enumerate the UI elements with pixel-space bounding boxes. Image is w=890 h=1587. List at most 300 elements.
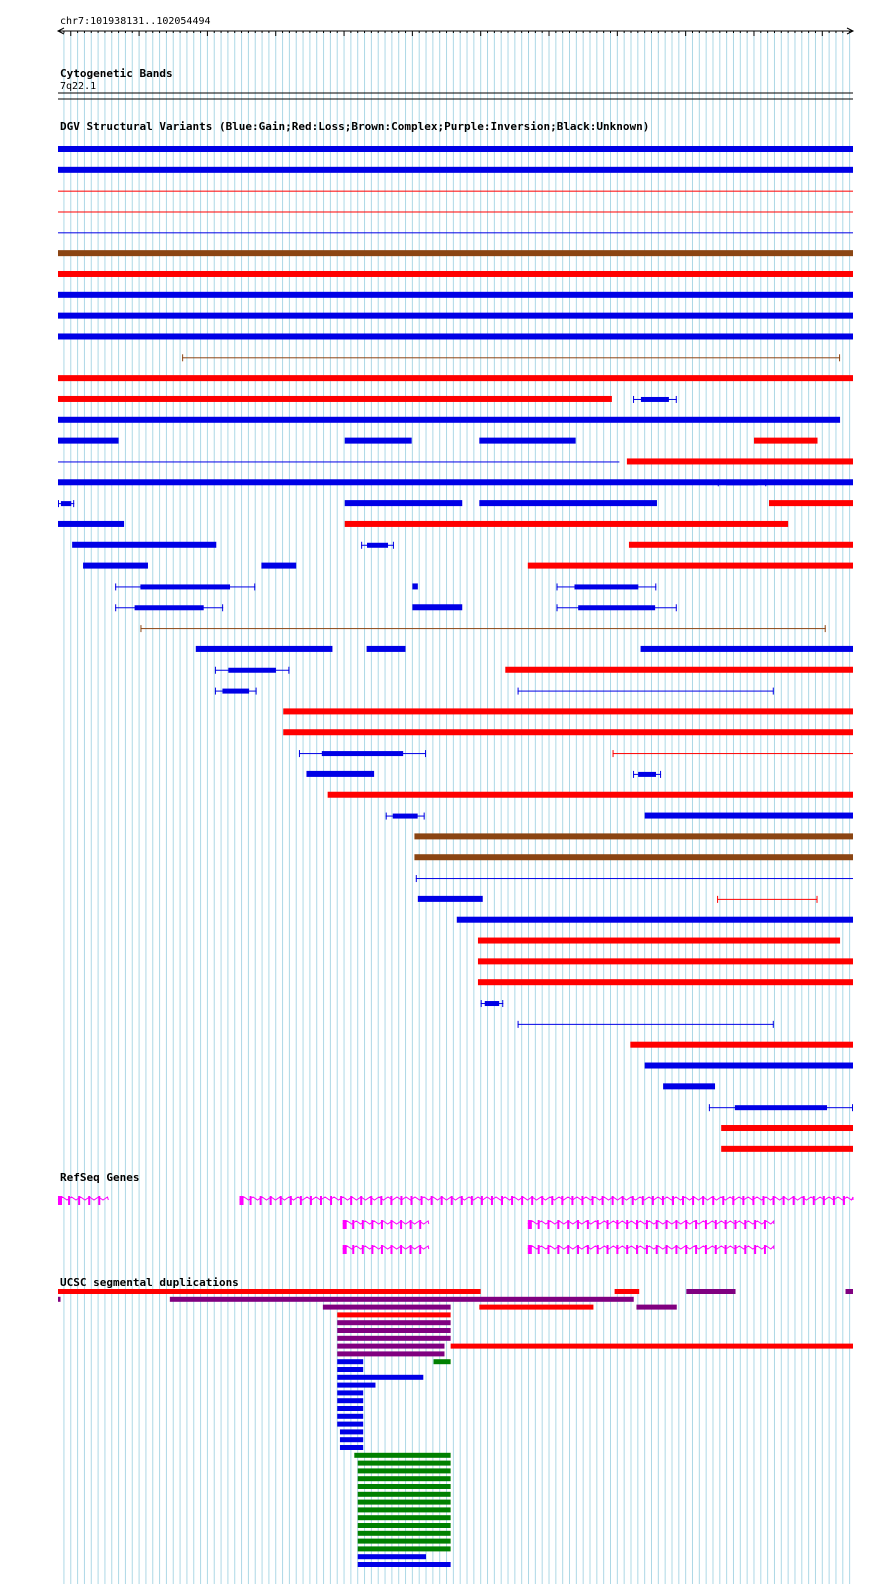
sv-feature-bar [345, 500, 463, 506]
sv-feature-bar [645, 813, 853, 819]
gene-exon [656, 1245, 658, 1254]
segdup-bar [354, 1453, 450, 1458]
sv-feature [479, 500, 657, 506]
sv-feature-bar [721, 1146, 853, 1152]
gene-exon [764, 1220, 766, 1229]
gene-intron [528, 1246, 774, 1249]
region-label: chr7:101938131..102054494 [60, 16, 211, 27]
gene-exon [571, 1196, 573, 1205]
sv-feature-bar [58, 313, 853, 319]
gene-exon [400, 1196, 402, 1205]
sv-feature [478, 958, 853, 964]
gene-exon [642, 1196, 644, 1205]
sv-feature [328, 792, 853, 798]
segdup-bar [337, 1406, 363, 1411]
sv-feature-cap [115, 583, 116, 590]
segdup-bar [337, 1398, 363, 1403]
gene-exon [813, 1196, 815, 1205]
gene-exon [481, 1196, 483, 1205]
segdup-bar [686, 1289, 735, 1294]
sv-feature-cap [718, 479, 719, 486]
sv-feature-cap [709, 1104, 710, 1111]
sv-feature [481, 1000, 504, 1007]
segdup-bar [337, 1367, 363, 1372]
gene-exon [602, 1196, 604, 1205]
gene-exon [391, 1245, 393, 1254]
sv-feature [412, 583, 417, 589]
sv-feature-core [367, 543, 388, 548]
sv-feature-line [518, 691, 774, 692]
segdup-bar [337, 1359, 363, 1364]
gene-exon [521, 1196, 523, 1205]
gene-exon [754, 1220, 756, 1229]
gene-exon [441, 1196, 443, 1205]
sv-feature-bar [261, 563, 296, 569]
sv-feature-cap [115, 604, 116, 611]
sv-feature-bar [627, 458, 853, 464]
gene-exon [340, 1196, 342, 1205]
gene-exon [391, 1220, 393, 1229]
gene-exon [695, 1220, 697, 1229]
sv-feature [721, 1146, 853, 1152]
gene-exon [607, 1245, 609, 1254]
gene-exon [280, 1196, 282, 1205]
sv-feature [645, 813, 853, 819]
sv-feature-cap [254, 583, 255, 590]
sv-feature [416, 875, 853, 882]
sv-feature-cap [393, 542, 394, 549]
gene-exon [754, 1245, 756, 1254]
sv-feature-cap [361, 542, 362, 549]
sv-feature-cap [518, 1021, 519, 1028]
gene-exon [695, 1245, 697, 1254]
gene-exon [431, 1196, 433, 1205]
gene-exon [68, 1196, 70, 1205]
sv-feature-bar [58, 232, 853, 233]
segdup-bar [337, 1320, 450, 1325]
gene-exon [410, 1220, 412, 1229]
gene-exon [616, 1220, 618, 1229]
sv-feature-cap [655, 583, 656, 590]
gene-intron [343, 1221, 429, 1224]
gene-exon [538, 1245, 540, 1254]
gene-exon [531, 1196, 533, 1205]
sv-feature [72, 542, 216, 548]
sv-feature-bar [528, 563, 853, 569]
sv-feature-cap [425, 750, 426, 757]
segdup-bar [340, 1437, 363, 1442]
sv-feature [83, 563, 148, 569]
sv-feature [630, 1042, 853, 1048]
gene-exon [400, 1245, 402, 1254]
segdup-bar [358, 1476, 451, 1481]
gene-exon [662, 1196, 664, 1205]
sv-feature-bar [58, 375, 853, 381]
sv-feature-cap [633, 396, 634, 403]
sv-feature-bar [478, 958, 853, 964]
sv-feature [505, 667, 853, 673]
sv-feature [414, 854, 853, 860]
sv-feature-cap [557, 604, 558, 611]
sv-feature [58, 375, 853, 381]
sv-feature-bar [645, 1063, 853, 1069]
segdup-bar [337, 1390, 363, 1395]
sv-feature-bar [367, 646, 406, 652]
gene-exon [734, 1245, 736, 1254]
sv-feature-bar [478, 938, 840, 944]
segdup-bar [479, 1305, 593, 1310]
sv-feature-core [393, 814, 418, 819]
segdup-bar [358, 1554, 426, 1559]
gene-exon [343, 1220, 347, 1229]
sv-feature-bar [418, 896, 483, 902]
gene-exon [381, 1245, 383, 1254]
sv-feature-core [735, 1105, 827, 1110]
gene-exon [742, 1196, 744, 1205]
segdup-bar [358, 1484, 451, 1489]
sv-feature [345, 521, 788, 527]
sv-feature-cap [839, 354, 840, 361]
sv-feature-cap [416, 875, 417, 882]
sv-feature-bar [345, 438, 412, 444]
sv-feature-core [726, 480, 757, 485]
sv-feature [58, 232, 853, 233]
gene-exon [833, 1196, 835, 1205]
segdup-bar [434, 1359, 451, 1364]
sv-feature-cap [386, 813, 387, 820]
sv-feature-line [613, 753, 853, 754]
gene-exon [380, 1196, 382, 1205]
gene-exon [557, 1220, 559, 1229]
gene-exon [732, 1196, 734, 1205]
sv-feature [58, 333, 853, 339]
gene-exon [656, 1220, 658, 1229]
gene-exon [240, 1196, 244, 1205]
gene-exon [501, 1196, 503, 1205]
gene-exon [692, 1196, 694, 1205]
gene-intron [58, 1197, 108, 1200]
sv-feature-bar [769, 500, 853, 506]
segdup-bar [358, 1461, 451, 1466]
gene-exon [725, 1220, 727, 1229]
gene-exon [607, 1220, 609, 1229]
gene-exon [300, 1196, 302, 1205]
sv-feature-bar [283, 708, 853, 714]
segdup-track-title: UCSC segmental duplications [60, 1276, 239, 1289]
sv-feature-cap [502, 1000, 503, 1007]
gene-exon [390, 1196, 392, 1205]
sv-feature [478, 979, 853, 985]
sv-feature [557, 583, 657, 590]
sv-feature-bar [479, 438, 575, 444]
gene-exon [626, 1220, 628, 1229]
sv-feature-bar [412, 583, 417, 589]
gene-model [528, 1220, 774, 1229]
gene-exon [626, 1245, 628, 1254]
sv-feature-cap [660, 771, 661, 778]
sv-feature [140, 625, 825, 632]
gene-exon [260, 1196, 262, 1205]
sv-feature [721, 1125, 853, 1131]
sv-feature-cap [299, 750, 300, 757]
sv-feature-bar [457, 917, 853, 923]
gene-exon [352, 1220, 354, 1229]
sv-feature-bar [345, 521, 788, 527]
refseq-track-title: RefSeq Genes [60, 1171, 140, 1184]
gene-exon [371, 1245, 373, 1254]
gene-exon [705, 1245, 707, 1254]
gene-exon [622, 1196, 624, 1205]
sv-feature-bar [58, 191, 853, 192]
sv-feature-bar [58, 417, 840, 423]
sv-feature [58, 500, 74, 507]
segdup-bar [337, 1344, 444, 1349]
gene-exon [538, 1220, 540, 1229]
gene-exon [400, 1220, 402, 1229]
segdup-bar [58, 1289, 481, 1294]
sv-feature-cap [773, 1021, 774, 1028]
gene-exon [592, 1196, 594, 1205]
segdup-bar [846, 1289, 853, 1294]
gene-exon [715, 1220, 717, 1229]
gene-exon [675, 1220, 677, 1229]
sv-feature [709, 1104, 853, 1111]
sv-feature-core [222, 689, 249, 694]
sv-feature-bar [58, 461, 619, 462]
sv-feature [58, 313, 853, 319]
segdup-bar [323, 1305, 451, 1310]
sv-feature-core [140, 584, 230, 589]
sv-feature-core [322, 751, 403, 756]
segdup-bar [358, 1531, 451, 1536]
sv-feature [58, 167, 853, 173]
segdup-bar [358, 1492, 451, 1497]
sv-feature-bar [58, 250, 853, 256]
segdup-bar [337, 1312, 450, 1317]
sv-feature-bar [478, 979, 853, 985]
sv-feature-cap [215, 667, 216, 674]
gene-exon [652, 1196, 654, 1205]
gene-exon [567, 1220, 569, 1229]
sv-feature [412, 604, 462, 610]
gene-exon [370, 1196, 372, 1205]
gene-exon [823, 1196, 825, 1205]
sv-feature-bar [83, 563, 148, 569]
segdup-bar [337, 1336, 450, 1341]
sv-feature [58, 271, 853, 277]
gene-exon [419, 1220, 421, 1229]
gene-exon [587, 1220, 589, 1229]
gene-model [343, 1220, 429, 1229]
sv-feature [414, 833, 853, 839]
gene-exon [551, 1196, 553, 1205]
gene-exon [672, 1196, 674, 1205]
gene-exon [722, 1196, 724, 1205]
sv-feature [58, 396, 612, 402]
gene-exon [371, 1220, 373, 1229]
sv-feature [645, 1063, 853, 1069]
segdup-bar [337, 1351, 444, 1356]
segdup-bar [337, 1422, 363, 1427]
sv-feature-line [182, 357, 840, 358]
gene-exon [491, 1196, 493, 1205]
sv-feature [215, 667, 289, 674]
sv-feature-cap [215, 688, 216, 695]
sv-feature-bar [58, 146, 853, 152]
sv-feature [196, 646, 333, 652]
gene-exon [793, 1196, 795, 1205]
sv-feature [58, 521, 124, 527]
sv-feature [261, 563, 296, 569]
gene-exon [343, 1245, 347, 1254]
gene-exon [587, 1245, 589, 1254]
sv-feature-cap [825, 625, 826, 632]
sv-feature-bar [754, 438, 818, 444]
sv-feature-bar [58, 292, 853, 298]
sv-feature-cap [557, 583, 558, 590]
gene-exon [803, 1196, 805, 1205]
gene-exon [762, 1196, 764, 1205]
segdup-bar [358, 1507, 451, 1512]
sv-feature [641, 646, 853, 652]
sv-feature [345, 500, 463, 506]
gene-exon [352, 1245, 354, 1254]
sv-feature [58, 191, 853, 192]
gene-exon [567, 1245, 569, 1254]
sv-feature [58, 417, 840, 423]
sv-feature-cap [852, 1104, 853, 1111]
segdup-bar [358, 1562, 451, 1567]
sv-feature-bar [58, 271, 853, 277]
segdup-bar [615, 1289, 640, 1294]
sv-feature [182, 354, 840, 361]
gene-exon [612, 1196, 614, 1205]
segdup-bar [358, 1539, 451, 1544]
gene-exon [752, 1196, 754, 1205]
gene-exon [557, 1245, 559, 1254]
sv-feature-core [485, 1001, 499, 1006]
gene-exon [843, 1196, 845, 1205]
sv-feature-bar [283, 729, 853, 735]
gene-exon [675, 1245, 677, 1254]
sv-feature [613, 750, 853, 757]
sv-feature [418, 896, 483, 902]
segdup-bar [358, 1523, 451, 1528]
sv-feature-line [416, 878, 853, 879]
dgv-track-title: DGV Structural Variants (Blue:Gain;Red:Loss;Brown:Complex;Purple:Inversion;Black:Unknown) [60, 120, 650, 133]
gene-exon [290, 1196, 292, 1205]
gene-exon [783, 1196, 785, 1205]
sv-feature-cap [765, 479, 766, 486]
sv-feature [478, 938, 840, 944]
sv-feature-bar [306, 771, 374, 777]
gene-exon [666, 1220, 668, 1229]
sv-feature [627, 458, 853, 464]
sv-feature-core [228, 668, 276, 673]
gene-exon [616, 1245, 618, 1254]
segdup-bar [337, 1414, 363, 1419]
sv-feature-cap [518, 688, 519, 695]
sv-feature [345, 438, 412, 444]
gene-exon [744, 1220, 746, 1229]
sv-feature-cap [676, 604, 677, 611]
sv-feature-cap [676, 396, 677, 403]
sv-feature [633, 771, 661, 778]
gene-exon [88, 1196, 90, 1205]
sv-feature-core [135, 605, 204, 610]
gene-exon [682, 1196, 684, 1205]
sv-feature-bar [505, 667, 853, 673]
gene-exon [773, 1196, 775, 1205]
gene-model [528, 1245, 774, 1254]
sv-feature-cap [633, 771, 634, 778]
sv-feature [283, 729, 853, 735]
gene-exon [58, 1196, 62, 1205]
segdup-bar [358, 1468, 451, 1473]
sv-feature [629, 542, 853, 548]
gene-exon [666, 1245, 668, 1254]
gene-exon [250, 1196, 252, 1205]
sv-feature [115, 583, 255, 590]
gene-exon [646, 1245, 648, 1254]
sv-feature-core [638, 772, 656, 777]
gene-exon [636, 1220, 638, 1229]
gene-exon [410, 1196, 412, 1205]
sv-feature-line [717, 899, 817, 900]
sv-feature-cap [58, 500, 59, 507]
sv-feature-cap [256, 688, 257, 695]
gene-intron [528, 1221, 774, 1224]
sv-feature [663, 1083, 715, 1089]
gene-model [343, 1245, 429, 1254]
sv-feature-cap [773, 688, 774, 695]
segdup-bar [358, 1500, 451, 1505]
gene-exon [715, 1245, 717, 1254]
gene-exon [577, 1245, 579, 1254]
gene-exon [548, 1220, 550, 1229]
segdup-bar [337, 1328, 450, 1333]
sv-feature [299, 750, 426, 757]
gene-exon [419, 1245, 421, 1254]
gene-exon [98, 1196, 100, 1205]
gene-exon [270, 1196, 272, 1205]
sv-feature-bar [58, 396, 612, 402]
gene-exon [451, 1196, 453, 1205]
sv-feature-bar [414, 833, 853, 839]
cytoband-label: 7q22.1 [60, 81, 97, 92]
gene-exon [632, 1196, 634, 1205]
sv-feature [58, 211, 853, 212]
sv-feature [283, 708, 853, 714]
sv-feature [58, 292, 853, 298]
sv-feature-cap [140, 625, 141, 632]
gene-exon [636, 1245, 638, 1254]
sv-feature-bar [721, 1125, 853, 1131]
sv-feature [361, 542, 394, 549]
gene-exon [511, 1196, 513, 1205]
sv-feature-bar [641, 646, 853, 652]
segdup-bar [636, 1305, 676, 1310]
gene-exon [734, 1220, 736, 1229]
gene-intron [343, 1246, 429, 1249]
gene-exon [471, 1196, 473, 1205]
gene-exon [561, 1196, 563, 1205]
sv-feature-bar [414, 854, 853, 860]
sv-feature [367, 646, 406, 652]
gene-exon [702, 1196, 704, 1205]
gene-exon [528, 1245, 532, 1254]
sv-feature-bar [72, 542, 216, 548]
